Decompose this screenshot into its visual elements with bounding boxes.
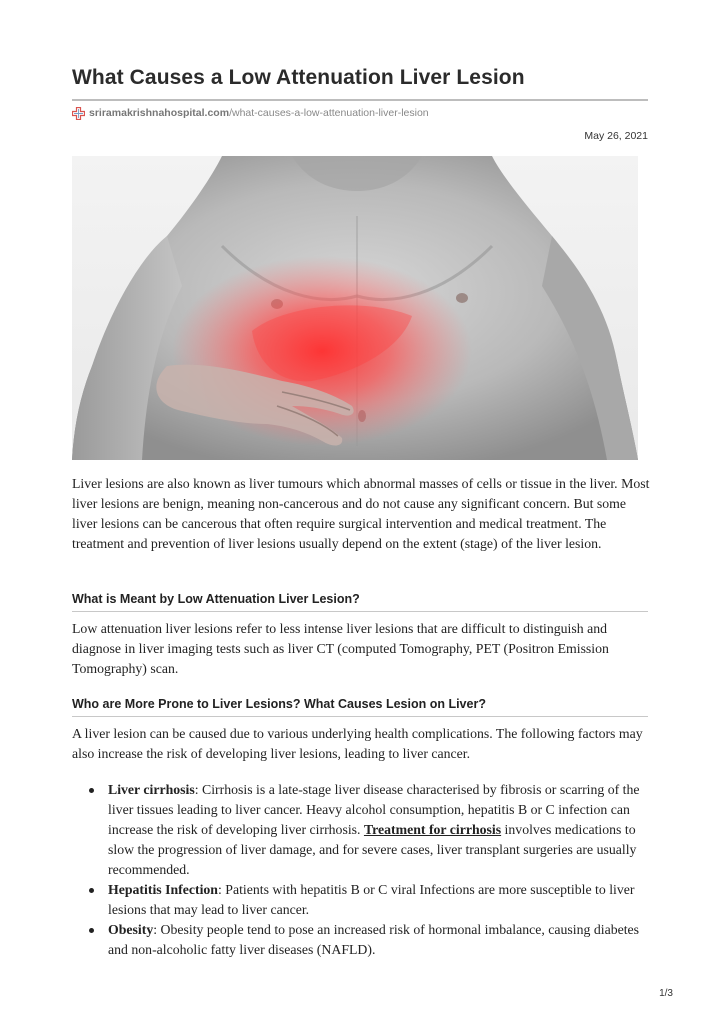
page-number: 1/3 bbox=[659, 988, 673, 999]
bullet-text: : Cirrhosis is a late-stage liver disease characterised by fibrosis or scarring of the liver tissues leading to liver cancer. Heavy alcohol consumption, hepatitis B or C infection can increase the risk of developing liver cirrhosis. bbox=[108, 782, 640, 837]
section1-divider bbox=[72, 611, 648, 612]
bullet-term: Liver cirrhosis bbox=[108, 782, 195, 797]
source-path[interactable]: /what-causes-a-low-attenuation-liver-lesion bbox=[229, 107, 429, 119]
bullet-icon bbox=[89, 788, 94, 793]
page-title: What Causes a Low Attenuation Liver Lesion bbox=[72, 66, 525, 89]
title-divider bbox=[72, 99, 648, 101]
treatment-for-cirrhosis-link[interactable]: Treatment for cirrhosis bbox=[363, 822, 502, 837]
list-item bbox=[72, 780, 652, 880]
section2-heading: Who are More Prone to Liver Lesions? What Causes Lesion on Liver? bbox=[72, 697, 486, 711]
publish-date: May 26, 2021 bbox=[584, 130, 648, 142]
source-url[interactable] bbox=[72, 106, 429, 120]
bullet-text: : Obesity people tend to pose an increased risk of hormonal imbalance, causing diabetes and non-alcoholic fatty liver diseases (NAFLD). bbox=[108, 922, 640, 957]
bullet-icon bbox=[89, 888, 94, 893]
source-domain[interactable]: sriramakrishnahospital.com bbox=[89, 107, 230, 119]
section1-heading: What is Meant by Low Attenuation Liver Lesion? bbox=[72, 592, 360, 606]
bullet-term: Hepatitis Infection bbox=[108, 882, 218, 897]
hospital-cross-icon bbox=[72, 107, 85, 120]
section2-divider bbox=[72, 716, 648, 717]
bullet-term: Obesity bbox=[108, 922, 154, 937]
bullet-text: : Patients with hepatitis B or C viral Infections are more susceptible to liver lesions that may lead to liver cancer. bbox=[108, 882, 635, 917]
torso-liver-illustration bbox=[72, 156, 638, 460]
bullet-text-continued: involves medications to slow the progression of liver damage, and for severe cases, liver transplant surgeries are usually recommended. bbox=[108, 822, 637, 877]
section1-paragraph: Low attenuation liver lesions refer to less intense liver lesions that are difficult to distinguish and diagnose in liver imaging tests such as liver CT (computed Tomography, PET (Positron Emission Tomography) scan. bbox=[72, 621, 609, 676]
list-item bbox=[72, 880, 652, 920]
section2-paragraph: A liver lesion can be caused due to various underlying health complications. The following factors may also increase the risk of developing liver lesions, leading to liver cancer. bbox=[72, 726, 643, 761]
list-item bbox=[72, 920, 652, 960]
intro-paragraph: Liver lesions are also known as liver tumours which abnormal masses of cells or tissue in the liver. Most liver lesions are benign, meaning non-cancerous and do not cause any significant concern. But some liver lesions can be cancerous that often require surgical intervention and medical treatment. The treatment and prevention of liver lesions usually depend on the extent (stage) of the liver lesion. bbox=[72, 476, 650, 551]
bullet-icon bbox=[89, 928, 94, 933]
risk-factor-list bbox=[72, 780, 652, 960]
